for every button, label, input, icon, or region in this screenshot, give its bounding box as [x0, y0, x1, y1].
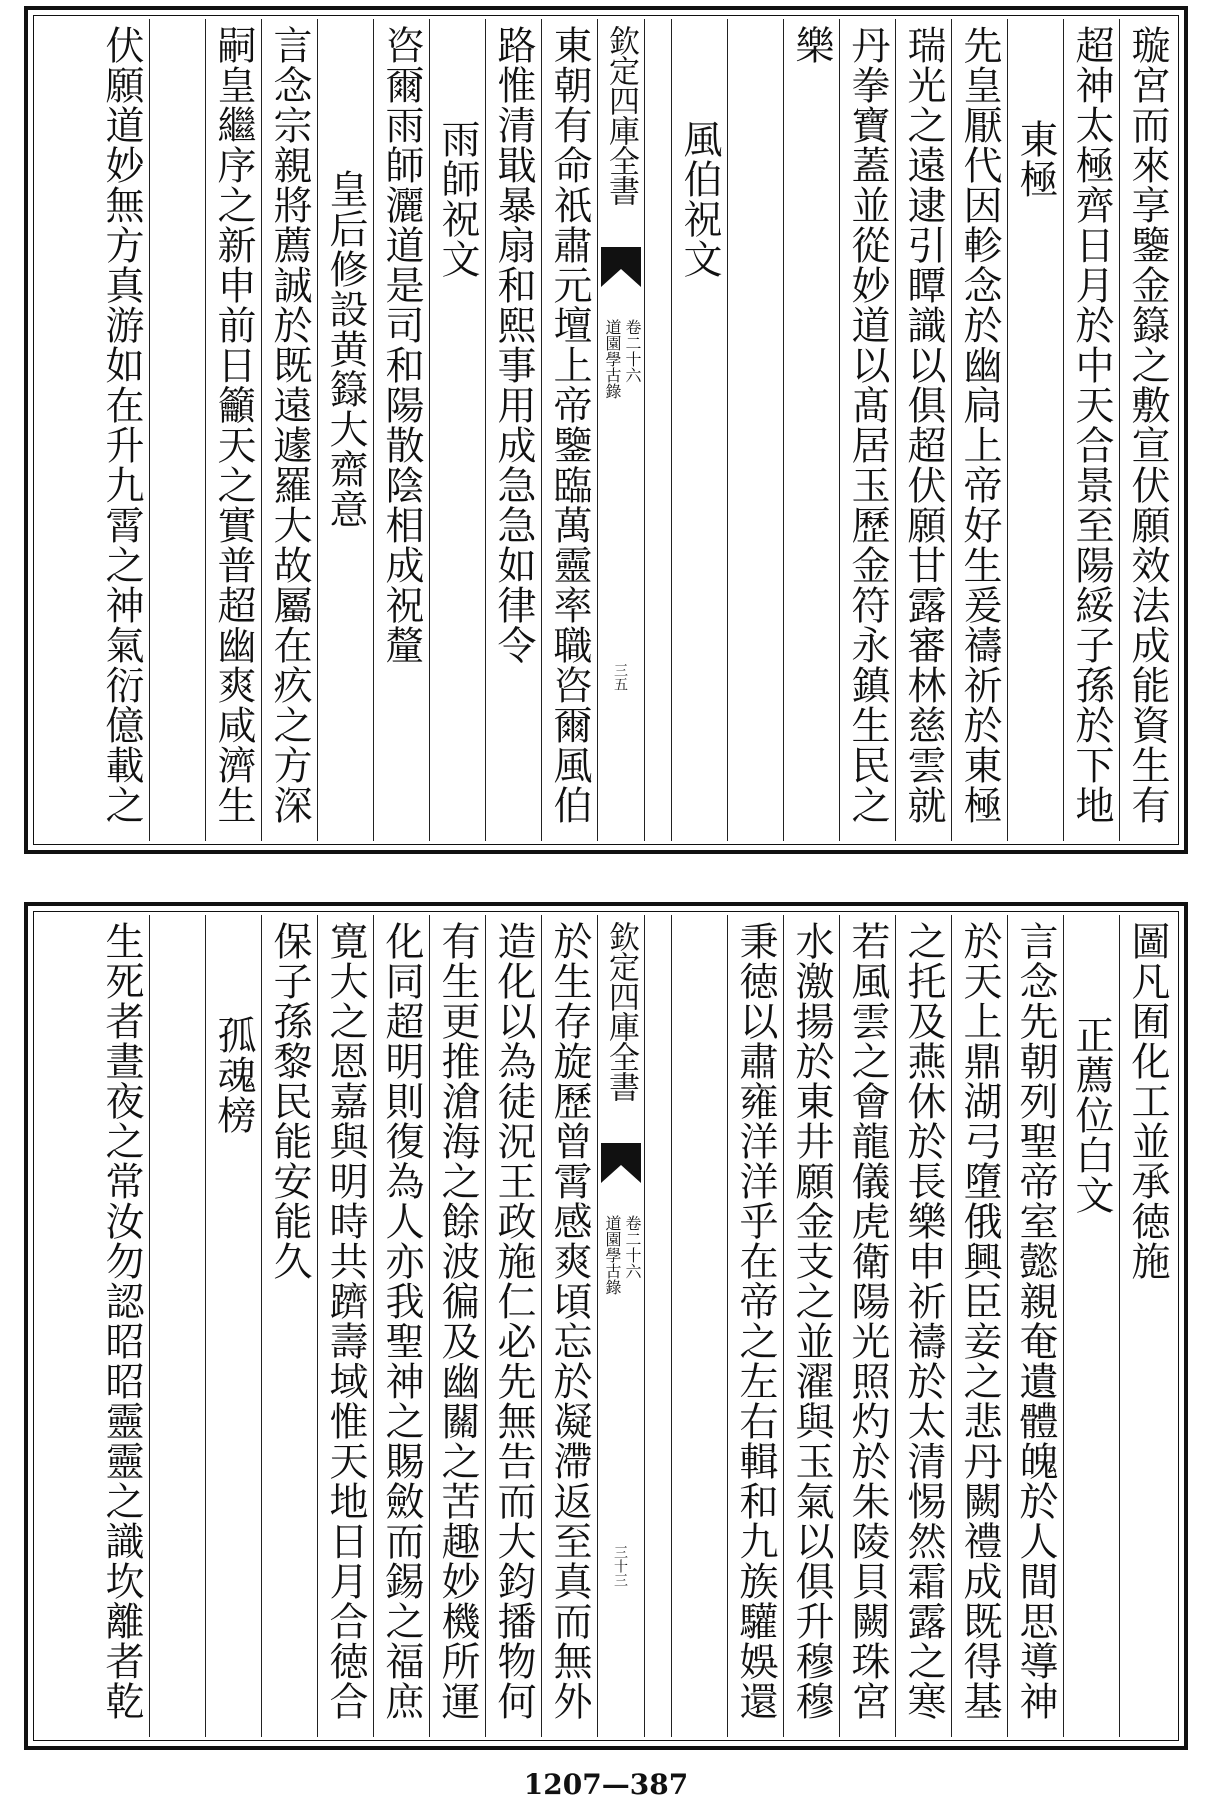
text-column: 言念先朝列聖帝室懿親奄遺體魄於人間思導神 [1007, 915, 1063, 1737]
page-footer-number: 1207—387 [523, 1768, 689, 1801]
text-column: 造化以為徒況王政施仁必先無告而大鈞播物何 [485, 915, 541, 1737]
text-column: 於天上鼎湖弓墮俄興臣妾之悲丹闕禮成既得基 [951, 915, 1007, 1737]
text-column [727, 19, 783, 841]
text-column: 璇宮而來享鑒金籙之敷宣伏願效法成能資生有 [1119, 19, 1175, 841]
center-spine [597, 19, 645, 841]
text-column: 嗣皇繼序之新申前日籲天之實普超幽爽咸濟生 [205, 19, 261, 841]
bottom-left-half [37, 915, 597, 1737]
text-column [149, 915, 205, 1737]
spine-juan: 卷二十六 [623, 1215, 642, 1279]
section-heading: 皇后修設黄籙大齋意 [317, 19, 373, 841]
text-column: 言念宗親將薦誠於既遠遽羅大故屬在疚之方深 [261, 19, 317, 841]
text-column: 若風雲之會龍儀虎衛陽光照灼於朱陵貝闕珠宮 [839, 915, 895, 1737]
text-column: 秉徳以肅雍洋洋乎在帝之左右輯和九族驩娛還 [727, 915, 783, 1737]
spine-book-title: 道園學古錄 [603, 319, 622, 399]
section-heading: 雨師祝文 [429, 19, 485, 841]
text-column: 之托及燕休於長樂申祈禱於太清惕然霜露之寒 [895, 915, 951, 1737]
spine-title: 欽定四庫全書 [603, 25, 639, 205]
bottom-right-half [615, 915, 1175, 1737]
text-column: 保子孫黎民能安能久 [261, 915, 317, 1737]
spine-book-title: 道園學古錄 [603, 1215, 622, 1295]
section-heading: 東極 [1007, 19, 1063, 841]
top-right-half [615, 19, 1175, 841]
text-column: 水激揚於東井願金支之並濯與玉氣以俱升穆穆 [783, 915, 839, 1737]
spine-page-number: 三五 [612, 663, 628, 691]
page-top [24, 6, 1188, 854]
fish-tail-mark-icon [601, 247, 641, 287]
text-column [671, 915, 727, 1737]
text-column: 路惟清戢暴扇和熙事用成急急如律令 [485, 19, 541, 841]
text-column: 於生存旋歷曾霄感爽頃忘於凝滯返至真而無外 [541, 915, 597, 1737]
text-column [149, 19, 205, 841]
text-column: 圖凡囿化工並承徳施 [1119, 915, 1175, 1737]
spine-title: 欽定四庫全書 [603, 921, 639, 1101]
text-column: 超神太極齊日月於中天合景至陽綏子孫於下地 [1063, 19, 1119, 841]
text-column: 伏願道妙無方真游如在升九霄之神氣衍億載之 [99, 25, 144, 825]
text-column: 寛大之恩嘉與明時共躋壽域惟天地日月合徳合 [317, 915, 373, 1737]
section-heading: 風伯祝文 [671, 19, 727, 841]
text-column: 先皇厭代因軫念於幽扃上帝好生爰禱祈於東極 [951, 19, 1007, 841]
text-column: 瑞光之遠逮引瞫識以俱超伏願甘露審林慈雲就 [895, 19, 951, 841]
top-left-half [37, 19, 597, 841]
text-column: 有生更推滄海之餘波徧及幽關之苦趣妙機所運 [429, 915, 485, 1737]
text-column: 樂 [783, 19, 839, 841]
fish-tail-mark-icon [601, 1143, 641, 1183]
spine-page-number: 三十三 [612, 1545, 628, 1587]
text-column: 咨爾雨師灑道是司和陽散陰相成祝釐 [373, 19, 429, 841]
section-heading: 正薦位白文 [1063, 915, 1119, 1737]
text-column: 化同超明則復為人亦我聖神之賜斂而錫之福庶 [373, 915, 429, 1737]
center-spine [597, 915, 645, 1737]
text-column: 丹拳寶蓋並從妙道以髙居玉歷金符永鎮生民之 [839, 19, 895, 841]
text-column: 生死者晝夜之常汝勿認昭昭靈靈之識坎離者乾 [99, 921, 144, 1721]
spine-juan: 卷二十六 [623, 319, 642, 383]
section-heading: 孤魂榜 [205, 915, 261, 1737]
page-bottom [24, 902, 1188, 1750]
text-column: 東朝有命祇肅元壇上帝鑒臨萬靈率職咨爾風伯 [541, 19, 597, 841]
